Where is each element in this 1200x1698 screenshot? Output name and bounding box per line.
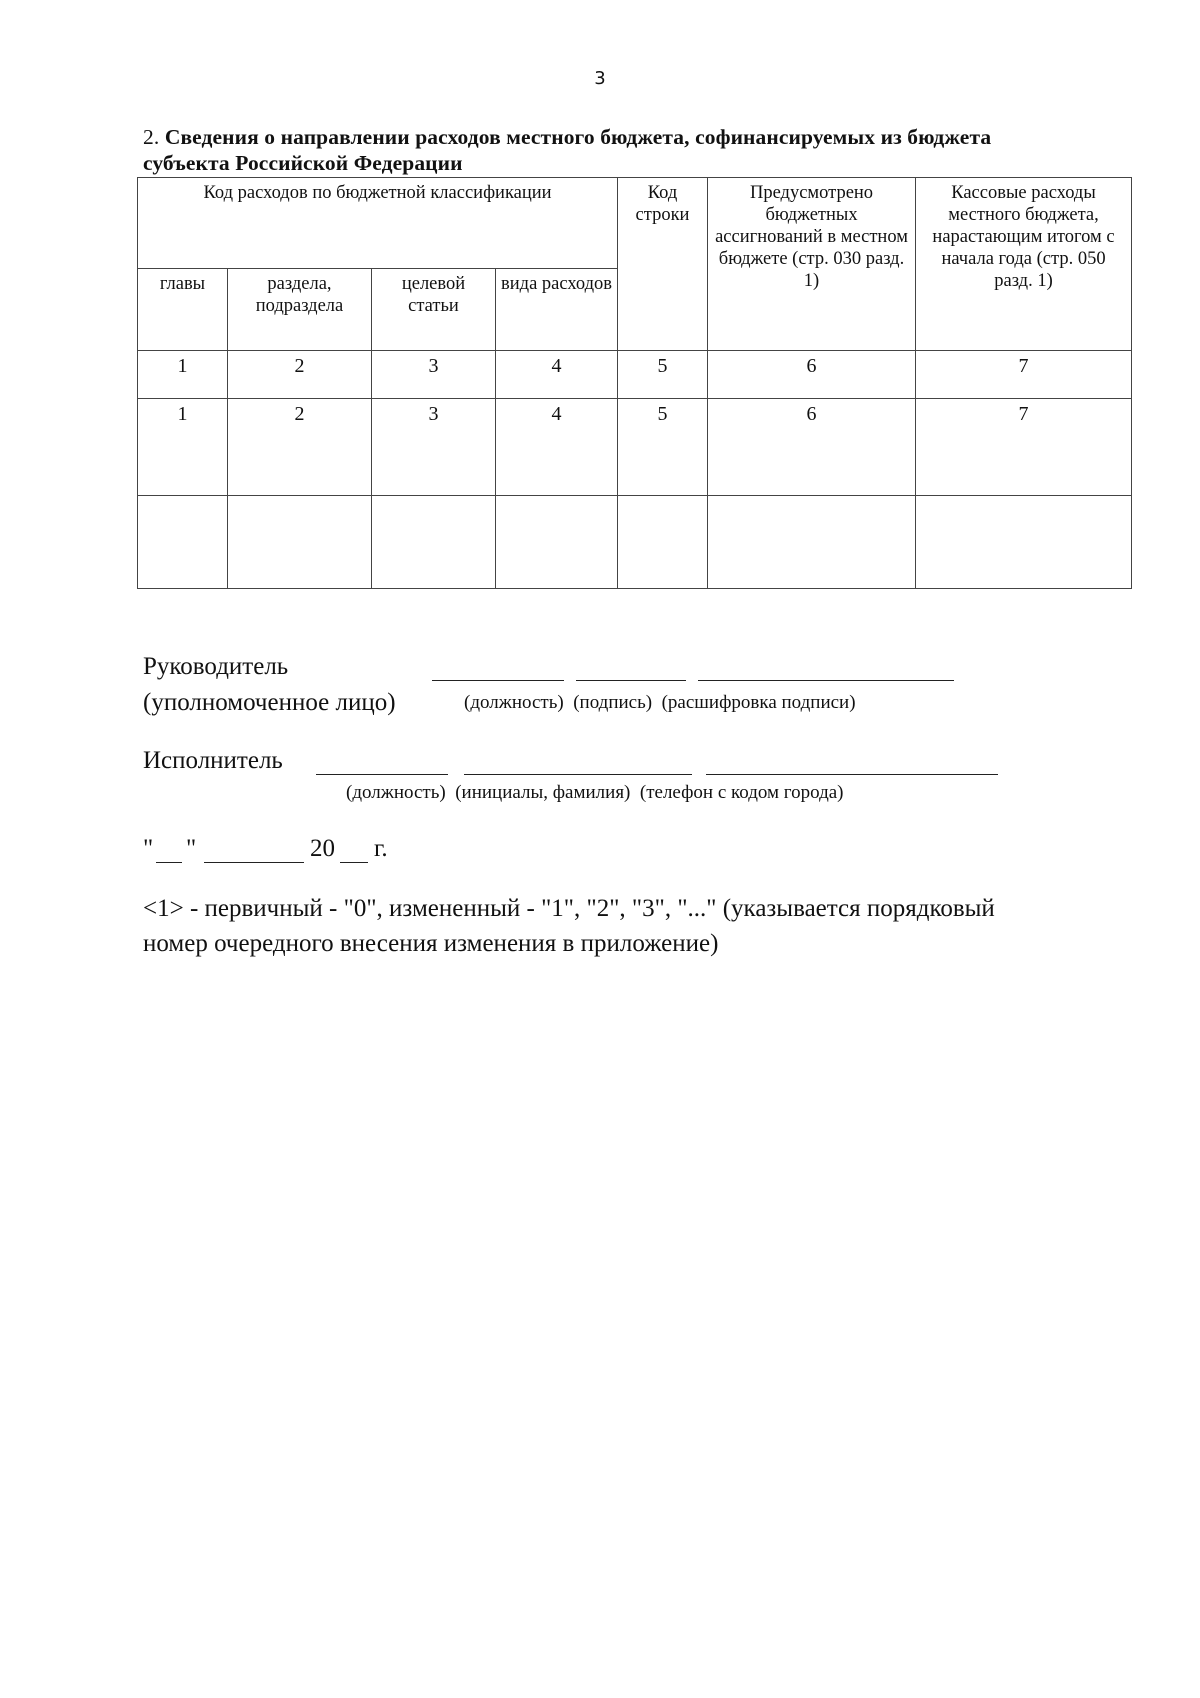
header-provided-allocations: Предусмотрено бюджетных ассигнований в местном бюджете (стр. 030 разд. 1) bbox=[708, 178, 916, 351]
table-cell: 3 bbox=[372, 399, 496, 496]
header-budget-classification: Код расходов по бюджетной классификации bbox=[138, 178, 618, 269]
date-year: 20 bbox=[310, 835, 335, 862]
executor-label: Исполнитель bbox=[143, 747, 283, 774]
table-cell: 7 bbox=[916, 351, 1132, 399]
header-section: раздела, подраздела bbox=[228, 269, 372, 351]
table-cell: 5 bbox=[618, 399, 708, 496]
table-cell: 3 bbox=[372, 351, 496, 399]
executor-phone-line bbox=[706, 774, 998, 775]
head-captions: (должность) (подпись) (расшифровка подписи) bbox=[464, 692, 856, 713]
table-cell bbox=[708, 496, 916, 589]
executor-name-line bbox=[464, 774, 692, 775]
table-cell: 4 bbox=[496, 399, 618, 496]
page-number: 3 bbox=[594, 68, 606, 89]
table-cell bbox=[496, 496, 618, 589]
heading-title-line1: Сведения о направлении расходов местного бюджета, софинансируемых из бюджета bbox=[164, 125, 992, 149]
table-cell: 2 bbox=[228, 399, 372, 496]
table-row-empty bbox=[138, 496, 1132, 589]
table-cell: 5 bbox=[618, 351, 708, 399]
header-line-code: Код строки bbox=[618, 178, 708, 351]
table-cell bbox=[916, 496, 1132, 589]
head-label: Руководитель bbox=[143, 653, 289, 680]
heading-prefix: 2. bbox=[143, 125, 165, 149]
header-expense-type: вида расходов bbox=[496, 269, 618, 351]
header-chapter: главы bbox=[138, 269, 228, 351]
footnote-line2: номер очередного внесения изменения в приложение) bbox=[143, 930, 719, 957]
table-cell bbox=[228, 496, 372, 589]
executor-captions: (должность) (инициалы, фамилия) (телефон с кодом города) bbox=[346, 782, 844, 803]
table-cell: 4 bbox=[496, 351, 618, 399]
table-cell: 6 bbox=[708, 399, 916, 496]
date-month-line bbox=[204, 862, 304, 863]
heading-title-line2: субъекта Российской Федерации bbox=[143, 151, 463, 175]
table-row bbox=[138, 399, 1132, 496]
table-cell: 7 bbox=[916, 399, 1132, 496]
executor-position-line bbox=[316, 774, 448, 775]
expenses-table bbox=[137, 177, 1132, 589]
section-heading bbox=[143, 124, 1123, 176]
table-cell: 1 bbox=[138, 351, 228, 399]
table-cell bbox=[618, 496, 708, 589]
header-target-article: целевой статьи bbox=[372, 269, 496, 351]
head-signature-line bbox=[576, 680, 686, 681]
date-suffix: г. bbox=[374, 835, 388, 862]
table-cell: 1 bbox=[138, 399, 228, 496]
footnote-line1: <1> - первичный - "0", измененный - "1", "2", "3", "..." (указывается порядковый bbox=[143, 895, 995, 922]
date-year-line bbox=[340, 862, 368, 863]
date-close-quote: " bbox=[186, 835, 197, 862]
header-cash-expenses: Кассовые расходы местного бюджета, нарастающим итогом с начала года (стр. 050 разд. 1) bbox=[916, 178, 1132, 351]
table-cell bbox=[138, 496, 228, 589]
numbering-row bbox=[138, 351, 1132, 399]
date-open-quote: " bbox=[143, 835, 154, 862]
head-position-line bbox=[432, 680, 564, 681]
table-cell bbox=[372, 496, 496, 589]
head-label-authorized: (уполномоченное лицо) bbox=[143, 689, 396, 716]
table-cell: 2 bbox=[228, 351, 372, 399]
head-name-line bbox=[698, 680, 954, 681]
date-day-line bbox=[156, 862, 182, 863]
table-cell: 6 bbox=[708, 351, 916, 399]
